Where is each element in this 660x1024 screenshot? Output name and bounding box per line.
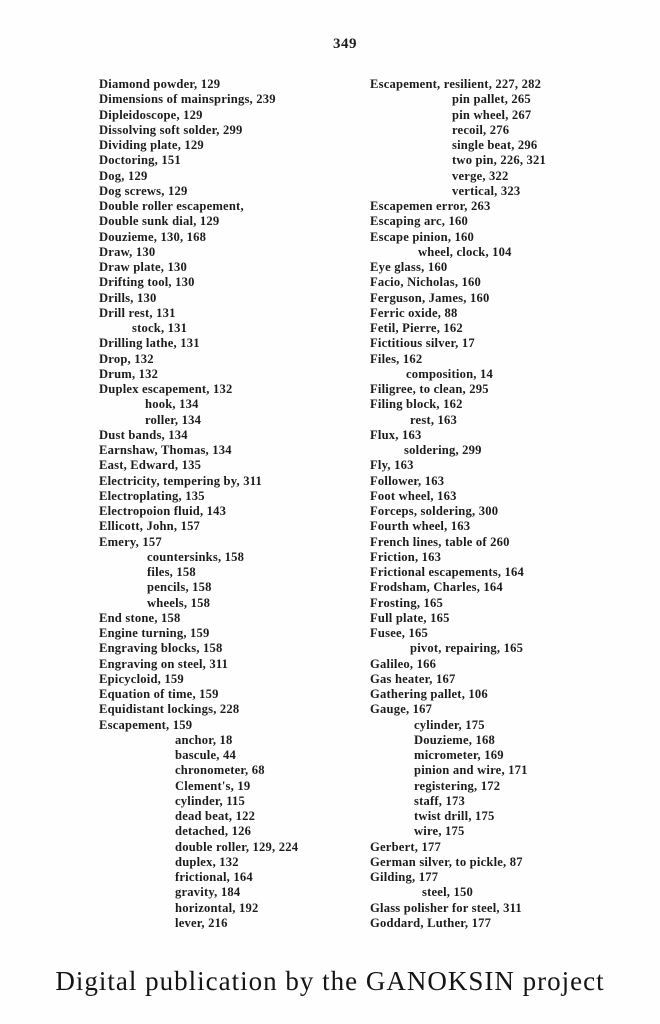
index-entry: cylinder, 115 (175, 793, 246, 808)
index-entry: pivot, repairing, 165 (410, 641, 524, 656)
index-entry: Frictional escapements, 164 (370, 565, 525, 579)
index-entry: pinion and wire, 171 (414, 763, 528, 778)
index-entry: Electropoion fluid, 143 (99, 504, 227, 518)
index-entry: bascule, 44 (175, 748, 236, 762)
index-entry: Drum, 132 (99, 366, 159, 381)
index-entry: Fusee, 165 (370, 626, 428, 640)
index-entry: Draw plate, 130 (99, 260, 187, 274)
index-entry: Glass polisher for steel, 311 (370, 900, 522, 915)
index-entry: Engraving blocks, 158 (99, 641, 223, 656)
index-entry: hook, 134 (145, 397, 199, 412)
index-entry: wheels, 158 (147, 595, 211, 610)
index-entry: micrometer, 169 (414, 748, 504, 762)
index-entry: duplex, 132 (175, 854, 239, 869)
index-entry: Escaping arc, 160 (370, 214, 468, 229)
index-entry: lever, 216 (175, 915, 228, 930)
footer-credit: Digital publication by the GANOKSIN project (55, 966, 605, 996)
index-entry: anchor, 18 (175, 732, 233, 747)
index-entry: steel, 150 (422, 885, 473, 900)
index-entry: single beat, 296 (452, 138, 538, 152)
index-entry: frictional, 164 (175, 870, 253, 884)
index-entry: Dividing plate, 129 (99, 138, 204, 152)
index-entry: twist drill, 175 (414, 809, 495, 823)
index-entry: Facio, Nicholas, 160 (370, 275, 482, 290)
index-entry: dead beat, 122 (175, 809, 256, 823)
index-entry: Galileo, 166 (370, 656, 437, 671)
index-entry: countersinks, 158 (147, 549, 245, 564)
index-entry: Emery, 157 (99, 534, 162, 549)
index-entry: Diamond powder, 129 (99, 77, 221, 91)
index-entry: Double roller escapement, (99, 199, 244, 213)
index-entry: cylinder, 175 (414, 717, 485, 732)
index-entry: pencils, 158 (147, 580, 212, 595)
index-entry: Flux, 163 (370, 427, 422, 442)
index-entry: Eye glass, 160 (370, 260, 448, 274)
index-entry: horizontal, 192 (175, 900, 259, 915)
index-entry: Electricity, tempering by, 311 (99, 473, 263, 488)
index-entry: recoil, 276 (452, 122, 510, 137)
index-entry: Filigree, to clean, 295 (370, 382, 489, 396)
index-entry: gravity, 184 (175, 885, 241, 900)
index-entry: double roller, 129, 224 (175, 839, 299, 854)
index-entry: pin pallet, 265 (452, 92, 531, 107)
index-entry: wheel, clock, 104 (418, 244, 512, 259)
index-entry: Epicycloid, 159 (99, 671, 184, 686)
index-entry: Gathering pallet, 106 (370, 687, 488, 701)
index-entry: Dipleidoscope, 129 (99, 107, 203, 122)
index-entry: Drilling lathe, 131 (99, 336, 200, 351)
index-entry: Drills, 130 (99, 290, 157, 305)
index-entry: Engine turning, 159 (99, 626, 210, 640)
index-entry: files, 158 (147, 565, 196, 579)
index-entry: Dust bands, 134 (99, 427, 188, 442)
index-entry: Doctoring, 151 (99, 153, 181, 168)
index-entry: Dimensions of mainsprings, 239 (99, 92, 276, 107)
index-entry: Equation of time, 159 (99, 687, 219, 701)
page-number: 349 (333, 36, 357, 52)
index-entry: End stone, 158 (99, 610, 181, 625)
index-entry: Escapemen error, 263 (370, 199, 491, 213)
index-entry: Gas heater, 167 (370, 671, 456, 686)
index-entry: Frodsham, Charles, 164 (370, 580, 503, 595)
index-entry: French lines, table of 260 (370, 534, 510, 549)
index-entry: Dissolving soft solder, 299 (99, 122, 243, 137)
index-entry: Escapement, 159 (99, 717, 193, 732)
index-entry: Goddard, Luther, 177 (370, 915, 492, 930)
index-entry: Ellicott, John, 157 (99, 519, 201, 534)
index-entry: Fetil, Pierre, 162 (370, 321, 463, 335)
index-entry: Equidistant lockings, 228 (99, 702, 240, 717)
index-entry: Fourth wheel, 163 (370, 519, 471, 534)
index-entry: Drifting tool, 130 (99, 275, 195, 290)
index-entry: Friction, 163 (370, 549, 442, 564)
index-entry: Draw, 130 (99, 244, 156, 259)
index-column-left (99, 77, 367, 931)
index-entry: Frosting, 165 (370, 595, 444, 610)
index-entry: Dog screws, 129 (99, 183, 188, 198)
index-entry: Foot wheel, 163 (370, 488, 457, 503)
index-entry: Filing block, 162 (370, 397, 463, 412)
index-entry: two pin, 226, 321 (452, 153, 547, 168)
index-entry: Double sunk dial, 129 (99, 214, 220, 229)
index-entry: wire, 175 (414, 824, 465, 839)
index-entry: staff, 173 (414, 793, 465, 808)
index-entry: German silver, to pickle, 87 (370, 854, 523, 869)
index-entry: pin wheel, 267 (452, 107, 532, 122)
index-entry: Electroplating, 135 (99, 488, 205, 503)
index-entry: Drop, 132 (99, 351, 154, 366)
index-entry: roller, 134 (145, 412, 202, 427)
index-entry: stock, 131 (132, 321, 188, 335)
index-entry: Gauge, 167 (370, 702, 433, 717)
index-entry: Gilding, 177 (370, 870, 439, 884)
index-entry: Dog, 129 (99, 168, 148, 183)
index-entry: composition, 14 (406, 366, 493, 381)
index-entry: Fictitious silver, 17 (370, 336, 475, 351)
index-entry: Forceps, soldering, 300 (370, 504, 499, 518)
index-entry: registering, 172 (414, 778, 501, 793)
index-entry: Files, 162 (370, 351, 423, 366)
index-entry: chronometer, 68 (175, 763, 265, 778)
index-entry: Full plate, 165 (370, 610, 450, 625)
index-column-right (370, 77, 658, 931)
index-entry: Duplex escapement, 132 (99, 382, 233, 396)
index-entry: vertical, 323 (452, 183, 521, 198)
index-entry: Escape pinion, 160 (370, 229, 475, 244)
index-entry: rest, 163 (410, 412, 458, 427)
index-entry: Gerbert, 177 (370, 839, 441, 854)
index-entry: verge, 322 (452, 168, 509, 183)
index-entry: Engraving on steel, 311 (99, 656, 229, 671)
index-entry: detached, 126 (175, 824, 252, 839)
index-entry: Fly, 163 (370, 458, 414, 473)
index-entry: Follower, 163 (370, 473, 445, 488)
index-entry: soldering, 299 (404, 443, 482, 457)
index-entry: Drill rest, 131 (99, 305, 176, 320)
index-entry: Earnshaw, Thomas, 134 (99, 443, 232, 457)
index-entry: Douzieme, 130, 168 (99, 229, 207, 244)
index-entry: Clement's, 19 (175, 778, 251, 793)
index-entry: Ferguson, James, 160 (370, 290, 490, 305)
index-entry: Douzieme, 168 (414, 732, 495, 747)
index-entry: East, Edward, 135 (99, 458, 202, 473)
index-entry: Ferric oxide, 88 (370, 305, 458, 320)
index-entry: Escapement, resilient, 227, 282 (370, 77, 542, 91)
